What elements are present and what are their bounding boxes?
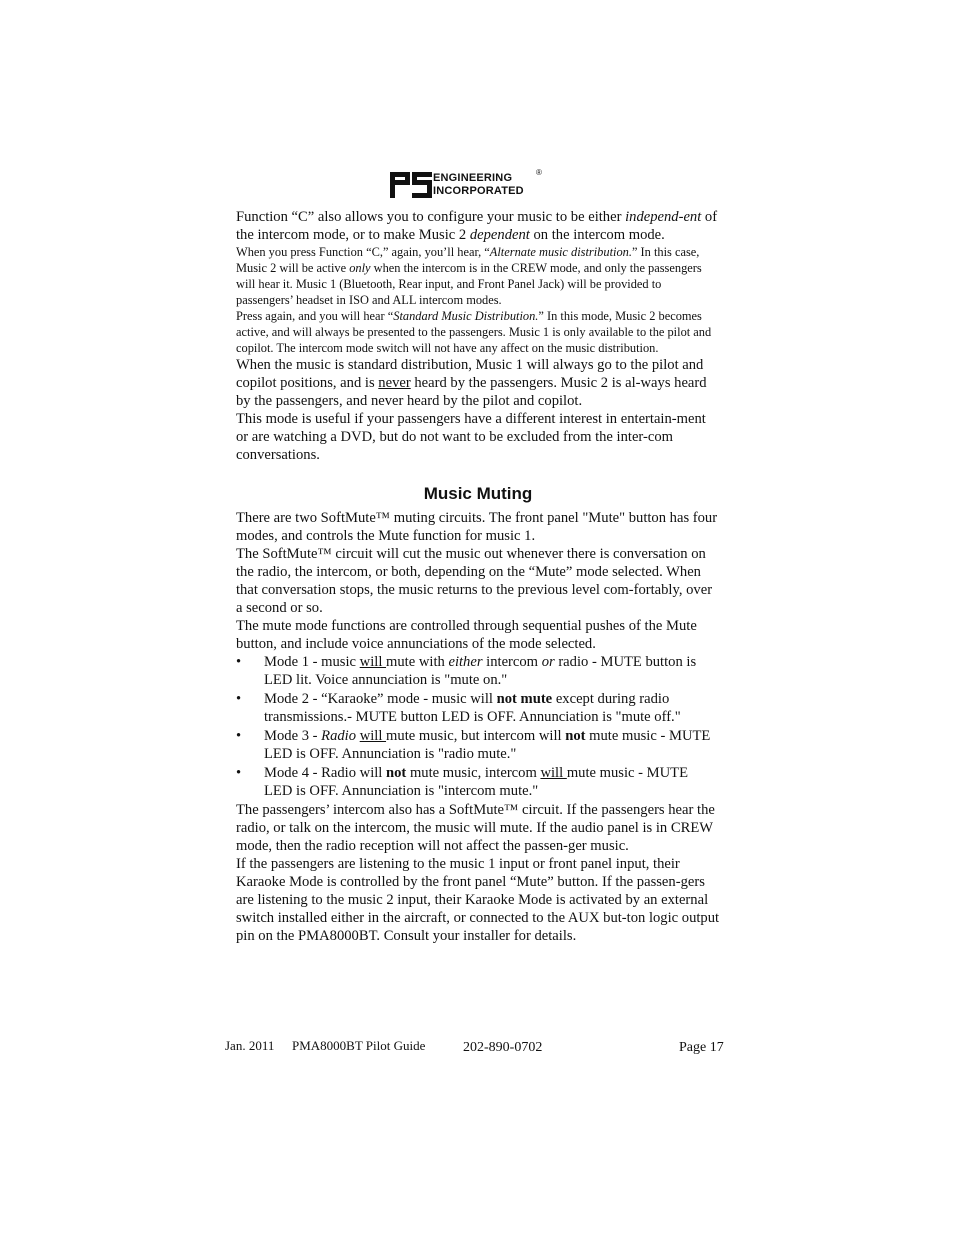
footer-date: Jan. 2011 (225, 1038, 275, 1053)
muting-paragraph-4: The passengers’ intercom also has a SoftMute™ circuit. If the passengers hear the radio, or talk on the intercom, the music will mute. If the audio panel is in CREW mode, then the radio reception will not affect the passen-ger music. (236, 802, 715, 854)
footer-page-number: Page 17 (679, 1040, 724, 1055)
intro-paragraph-3: This mode is useful if your passengers have a different interest in entertain-ment or are watching a DVD, but do not want to be excluded from the inter-com conversations. (236, 411, 706, 463)
ps-logo-icon (390, 172, 432, 200)
intro-paragraph-2: When the music is standard distribution, Music 1 will always go to the pilot and copilot positions, and is never heard by the passengers. Music 2 is al-ways heard by the passengers, and never heard by the pilot and copilot. (236, 357, 707, 409)
footer-guide-title: PMA8000BT Pilot Guide (292, 1038, 426, 1053)
footer-phone: 202-890-0702 (463, 1040, 543, 1055)
logo-text-incorporated: INCORPORATED (433, 185, 524, 197)
mute-mode-list (236, 653, 720, 800)
company-logo (390, 168, 550, 200)
muting-paragraph-2: The SoftMute™ circuit will cut the music out whenever there is conversation on the radio, the intercom, or both, depending on the “Mute” mode selected. When that conversation stops, the music returns to the previous level com-fortably, over a second or so. (236, 546, 713, 616)
list-item-mode-4: • Mode 4 - Radio will not mute music, intercom will mute music - MUTE LED is OFF. Annunciation is "intercom mute." (236, 765, 689, 799)
page-content (236, 208, 720, 945)
muting-paragraph-5: If the passengers are listening to the music 1 input or front panel input, their Karaoke Mode is controlled by the front panel “Mute” button. If the passen-gers are listening to the music 2 input, their Karaoke Mode is activated by an external switch installed either in the aircraft, or connected to the AUX but-ton logic output pin on the PMA8000BT. Consult your installer for details. (236, 856, 720, 944)
standard-distribution-note: Press again, and you will hear “Standard Music Distribution.” In this mode, Music 2 becomes active, and will always be presented to the passengers. Music 1 is only available to the pilot and copilot. The intercom mode switch will not have any affect on the music distribution. (236, 309, 712, 355)
list-item-mode-3: • Mode 3 - Radio will mute music, but intercom will not mute music - MUTE LED is OFF. Annunciation is "radio mute." (236, 728, 711, 762)
registered-mark: ® (536, 168, 542, 177)
list-item-mode-1: • Mode 1 - music will mute with either intercom or radio - MUTE button is LED lit. Voice annunciation is "mute on." (236, 654, 697, 688)
alternate-distribution-note: When you press Function “C,” again, you’ll hear, “Alternate music distribution.” In this case, Music 2 will be active only when the intercom is in the CREW mode, and only the passengers will hear it. Music 1 (Bluetooth, Rear input, and Front Panel Jack) will be provided to passengers’ headset in ISO and ALL intercom modes. (236, 245, 702, 307)
muting-paragraph-1: There are two SoftMute™ muting circuits. The front panel "Mute" button has four modes, and controls the Mute function for music 1. (236, 510, 718, 544)
section-heading: Music Muting (423, 484, 533, 503)
intro-paragraph-1: Function “C” also allows you to configure your music to be either independ-ent of the intercom mode, or to make Music 2 dependent on the intercom mode. (236, 209, 718, 243)
list-item-mode-2: • Mode 2 - “Karaoke” mode - music will not mute except during radio transmissions.- MUTE button LED is OFF. Annunciation is "mute off." (236, 691, 681, 725)
muting-paragraph-3: The mute mode functions are controlled through sequential pushes of the Mute button, and include voice annunciations of the mode selected. (236, 618, 697, 652)
logo-text-engineering: ENGINEERING (433, 172, 513, 184)
